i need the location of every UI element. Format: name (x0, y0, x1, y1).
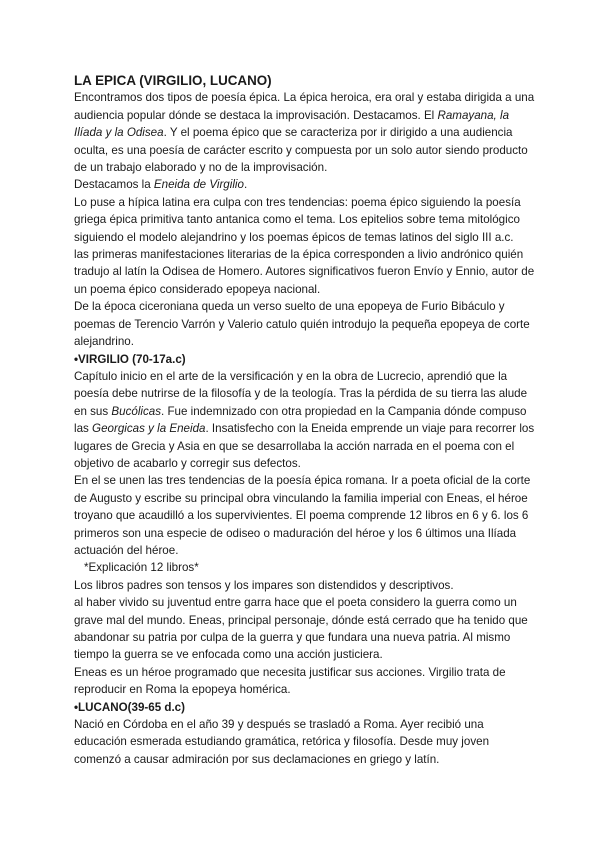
emphasis-works: Ramayana, la Ilíada y la Odisea (74, 108, 510, 140)
intro-paragraph-4: las primeras manifestaciones literarias de la épica corresponden a livio andrónico quién tradujo al latín la Odisea de Homero. Autores significativos fueron Envío y Ennio, autor de un poema épico considerado epopeya nacional. (74, 248, 535, 296)
emphasis-eneida: Eneida de Virgilio (153, 178, 244, 192)
lucano-heading: •LUCANO(39-65 d.c) (74, 700, 185, 714)
intro-paragraph-3: Lo puse a hípica latina era culpa con tres tendencias: poema épico siguiendo la poesía griega épica primitiva tanto antanica como el tema. Los epitelios sobre tema mitológico siguiendo el modelo alejandrino y los poemas épicos de temas latinos del siglo III a.c. (74, 195, 521, 244)
virgilio-paragraph-6: Eneas es un héroe programado que necesita justificar sus acciones. Virgilio trata de reproducir en Roma la epopeya homérica. (74, 665, 506, 697)
emphasis-georgicas: Georgicas y la Eneida (92, 422, 206, 436)
virgilio-paragraph-1: Capítulo inicio en el arte de la versificación y en la obra de Lucrecio, aprendió que la poesía debe nutrirse de la filosofía y de la teología. Tras la pérdida de su tierra las alude en sus Bucólicas. Fue indemnizado con otra propiedad en la Campania dónde compuso las Georgicas y la Eneida. Insatisfecho con la Eneida emprende un viaje para recorrer los lugares de Grecia y Asia en que se desarrollaba la acción narrada en el poema con el objetivo de acabarlo y corregir sus defectos. (74, 369, 535, 470)
virgilio-heading: •VIRGILIO (70-17a.c) (74, 352, 186, 366)
emphasis-bucolicas: Bucólicas (111, 404, 162, 418)
page-title: LA EPICA (VIRGILIO, LUCANO) (74, 73, 272, 88)
intro-paragraph-1: Encontramos dos tipos de poesía épica. La épica heroica, era oral y estaba dirigida a una audiencia popular dónde se destaca la improvisación. Destacamos. El Ramayana, la Ilíada y la Odisea. Y el poema épico que se caracteriza por ir dirigido a una audiencia oculta, es una poesía de carácter escrito y compuesta por un solo autor siendo producto de un trabajo elaborado y no de la improvisación. (74, 91, 535, 175)
virgilio-paragraph-2: En el se unen las tres tendencias de la poesía épica romana. Ir a poeta oficial de la corte de Augusto y escribe su principal obra vinculando la familia imperial con Eneas, el héroe troyano que acaudilló a los supervivientes. El poema comprende 12 libros en 6 y 6. los 6 primeros son una especie de odiseo o maduración del héroe y los 6 últimos una Ilíada actuación del héroe. (74, 474, 531, 557)
intro-paragraph-2: Destacamos la Eneida de Virgilio. (74, 178, 248, 192)
virgilio-note: *Explicación 12 libros* (84, 561, 199, 575)
virgilio-paragraph-5: al haber vivido su juventud entre garra hace que el poeta considero la guerra como un grave mal del mundo. Eneas, principal personaje, dónde está cerrado que ha tenido que abandonar su patria por culpa de la guerra y que fundara una nueva patria. Al mismo tiempo la guerra se ve enfocada como una acción justiciera. (74, 596, 528, 662)
lucano-paragraph-1: Nació en Córdoba en el año 39 y después se trasladó a Roma. Ayer recibió una educación esmerada estudiando gramática, retórica y filosofía. Desde muy joven comenzó a causar admiración por sus declamaciones en griego y latín. (74, 718, 490, 766)
virgilio-paragraph-4: Los libros padres son tensos y los impares son distendidos y descriptivos. (74, 578, 454, 592)
intro-paragraph-5: De la época ciceroniana queda un verso suelto de una epopeya de Furio Bibáculo y poemas de Terencio Varrón y Valerio catulo quién introdujo la pequeña epopeya de corte alejandrino. (74, 300, 530, 349)
